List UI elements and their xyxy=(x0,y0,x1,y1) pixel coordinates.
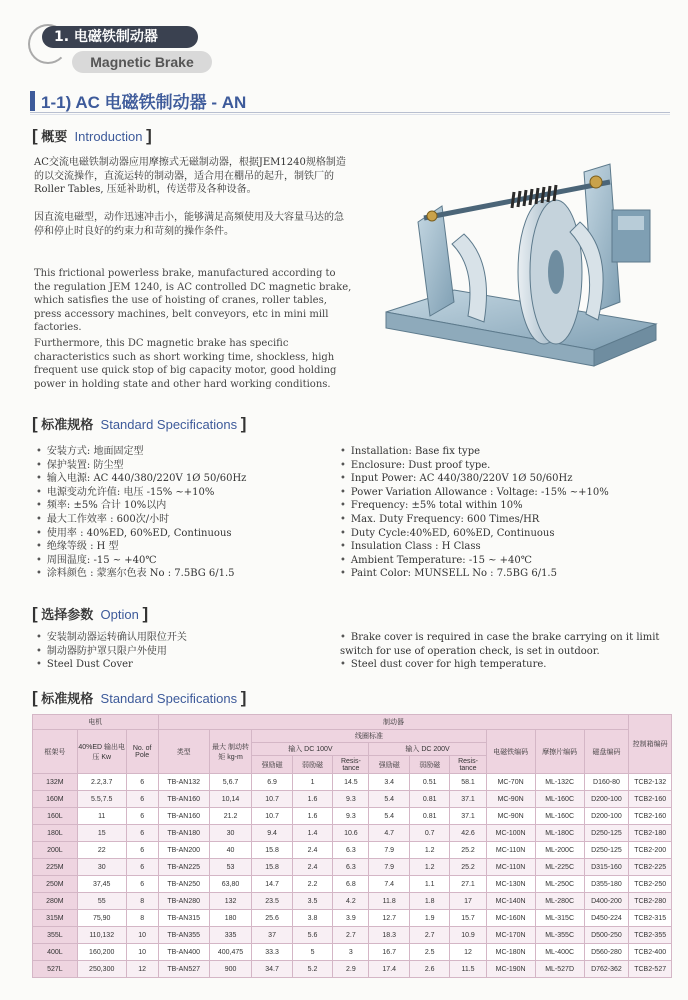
header-dc100: 输入 DC 100V xyxy=(252,743,369,756)
table-cell: 17.4 xyxy=(369,961,409,978)
table-cell: 6 xyxy=(126,791,158,808)
table-cell: 4.2 xyxy=(333,893,369,910)
table-cell: 3.8 xyxy=(292,910,332,927)
magnetic-brake-photo xyxy=(384,152,670,392)
table-cell: TCB2-315 xyxy=(629,910,672,927)
spec-en-item: • Enclosure: Dust proof type. xyxy=(340,459,670,473)
table-cell: 1.1 xyxy=(409,876,449,893)
table-cell: 22 xyxy=(77,842,126,859)
table-cell: 10.7 xyxy=(252,791,292,808)
table-cell: 15 xyxy=(77,825,126,842)
table-cell: 6.9 xyxy=(252,774,292,791)
table-cell: 2.4 xyxy=(292,859,332,876)
table-row xyxy=(33,791,672,808)
table-cell: TCB2-180 xyxy=(629,825,672,842)
table-row xyxy=(33,774,672,791)
table-cell: 5.4 xyxy=(369,808,409,825)
table-cell: 1.6 xyxy=(292,791,332,808)
table-cell: TB-AN132 xyxy=(158,774,209,791)
table-cell: 9.3 xyxy=(333,808,369,825)
table-cell: TB-AN225 xyxy=(158,859,209,876)
table-cell: 6.3 xyxy=(333,859,369,876)
table-cell: 37,45 xyxy=(77,876,126,893)
intro-en-paragraph-1: This frictional powerless brake, manufactured according to the regulation JEM 1240, is AC controlled DC magnetic brake, which satisfies the use of hoisting of cranes, roller tables, press accessory machines, belt conveyors, etc in mini mill factories. xyxy=(34,268,352,333)
table-row xyxy=(33,910,672,927)
table-cell: TCB2-527 xyxy=(629,961,672,978)
table-cell: 37.1 xyxy=(450,791,486,808)
table-cell: 10.7 xyxy=(252,808,292,825)
spec-en-item: • Installation: Base fix type xyxy=(340,445,670,459)
table-cell: MC-170N xyxy=(486,927,535,944)
table-cell: TB-AN250 xyxy=(158,876,209,893)
spec-cn-item: • 电源变动允许值: 电压 -15% ~+10% xyxy=(36,486,336,500)
header-torque: 最大 制动转矩 kg-m xyxy=(209,730,252,774)
table-cell: 1.2 xyxy=(409,842,449,859)
table-cell: 12.7 xyxy=(369,910,409,927)
table-cell: 132 xyxy=(209,893,252,910)
option-cn-item: • Steel Dust Cover xyxy=(36,658,336,672)
table-cell: 21.2 xyxy=(209,808,252,825)
intro-cn-paragraph-2: 因直流电磁型，动作迅速冲击小，能够满足高频使用及大容量马达的急停和停止时良好的约束力和苛刻的操作条件。 xyxy=(34,212,344,237)
table-cell: 17 xyxy=(450,893,486,910)
table-cell: TB-AN400 xyxy=(158,944,209,961)
table-cell: 6 xyxy=(126,808,158,825)
table-cell: 6.3 xyxy=(333,842,369,859)
spec-en-item: • Paint Color: MUNSELL No : 7.5BG 6/1.5 xyxy=(340,567,670,581)
table-cell: 18.3 xyxy=(369,927,409,944)
option-heading: [ 选择参数 Option ] xyxy=(32,604,149,623)
table-cell: 37.1 xyxy=(450,808,486,825)
table-cell: TCB2-160 xyxy=(629,808,672,825)
table-cell: 6 xyxy=(126,825,158,842)
table-row xyxy=(33,961,672,978)
spec-cn-item: • 涂料颜色 : 蒙塞尔色表 No : 7.5BG 6/1.5 xyxy=(36,567,336,581)
table-cell: 27.1 xyxy=(450,876,486,893)
table-cell: 2.5 xyxy=(409,944,449,961)
table-cell: 5 xyxy=(292,944,332,961)
header-resistance-200: Resis-tance xyxy=(450,756,486,774)
header-output: 40%ED 输出电压 Kw xyxy=(77,730,126,774)
table-cell: 11 xyxy=(77,808,126,825)
header-frame: 框架号 xyxy=(33,730,78,774)
table-cell: TCB2-355 xyxy=(629,927,672,944)
table-cell: D762-362 xyxy=(584,961,629,978)
table-cell: 7.9 xyxy=(369,842,409,859)
table-cell: 15.8 xyxy=(252,859,292,876)
table-row xyxy=(33,825,672,842)
table-cell: 11.8 xyxy=(369,893,409,910)
table-cell: 250,300 xyxy=(77,961,126,978)
table-cell: 900 xyxy=(209,961,252,978)
table-cell: 2.6 xyxy=(409,961,449,978)
table-cell: 42.6 xyxy=(450,825,486,842)
spec-en-item: • Power Variation Allowance : Voltage: -15% ~+10% xyxy=(340,486,670,500)
table-cell: 1.4 xyxy=(292,825,332,842)
spec-cn-item: • 安装方式: 地面固定型 xyxy=(36,445,336,459)
table-cell: 225M xyxy=(33,859,78,876)
table-cell: 3 xyxy=(333,944,369,961)
table-cell: 12 xyxy=(450,944,486,961)
table-cell: 5.6 xyxy=(292,927,332,944)
table-cell: MC-190N xyxy=(486,961,535,978)
table-cell: 527L xyxy=(33,961,78,978)
table-cell: 250M xyxy=(33,876,78,893)
spec-en-item: • Ambient Temperature: -15 ~ +40℃ xyxy=(340,554,670,568)
table-cell: 5.5,7.5 xyxy=(77,791,126,808)
table-cell: 8 xyxy=(126,893,158,910)
table-cell: MC-110N xyxy=(486,842,535,859)
spec-list-en xyxy=(340,445,670,581)
table-cell: 2.7 xyxy=(409,927,449,944)
table-cell: 12 xyxy=(126,961,158,978)
table-cell: 1.8 xyxy=(409,893,449,910)
chapter-title-cn: 1. 电磁铁制动器 xyxy=(42,26,198,48)
table-cell: D250-125 xyxy=(584,825,629,842)
table-cell: 25.2 xyxy=(450,842,486,859)
table-cell: 0.81 xyxy=(409,808,449,825)
header-brake: 制动器 xyxy=(158,715,629,730)
table-cell: 75,90 xyxy=(77,910,126,927)
option-cn-item: • 制动器防护罩只限户外使用 xyxy=(36,645,336,659)
table-cell: TB-AN200 xyxy=(158,842,209,859)
spec-en-item: • Frequency: ±5% total within 10% xyxy=(340,499,670,513)
table-cell: 355L xyxy=(33,927,78,944)
section-marker xyxy=(30,91,35,111)
header-strong-100: 强励磁 xyxy=(252,756,292,774)
table-cell: D160-80 xyxy=(584,774,629,791)
table-cell: 200L xyxy=(33,842,78,859)
table-cell: MC-110N xyxy=(486,859,535,876)
table-cell: 37 xyxy=(252,927,292,944)
table-cell: 8 xyxy=(126,910,158,927)
table-cell: 63,80 xyxy=(209,876,252,893)
option-cn-item: • 安装制动器运转确认用限位开关 xyxy=(36,631,336,645)
header-dc200: 输入 DC 200V xyxy=(369,743,486,756)
table-cell: 6 xyxy=(126,876,158,893)
section-divider-shadow xyxy=(30,114,670,115)
table-cell: MC-130N xyxy=(486,876,535,893)
spec-en-item: • Insulation Class : H Class xyxy=(340,540,670,554)
table-cell: 0.7 xyxy=(409,825,449,842)
table-cell: 160,200 xyxy=(77,944,126,961)
table-cell: 0.81 xyxy=(409,791,449,808)
table-cell: 1.6 xyxy=(292,808,332,825)
spec-cn-item: • 周围温度: -15 ~ +40℃ xyxy=(36,554,336,568)
table-cell: 10.9 xyxy=(450,927,486,944)
table-cell: 180 xyxy=(209,910,252,927)
header-strong-200: 强励磁 xyxy=(369,756,409,774)
table-cell: 2.9 xyxy=(333,961,369,978)
table-cell: 6.8 xyxy=(333,876,369,893)
option-en-item: • Brake cover is required in case the brake carrying on it limit switch for use of operation check, is set in outdoor. xyxy=(340,631,670,658)
table-cell: 1.2 xyxy=(409,859,449,876)
header-lining-code: 摩擦片编码 xyxy=(535,730,584,774)
table-cell: ML-400C xyxy=(535,944,584,961)
header-magnet-code: 电磁铁编码 xyxy=(486,730,535,774)
header-weak-100: 弱励磁 xyxy=(292,756,332,774)
spec-en-item: • Max. Duty Frequency: 600 Times/HR xyxy=(340,513,670,527)
table-cell: 34.7 xyxy=(252,961,292,978)
table-cell: 160M xyxy=(33,791,78,808)
table-cell: MC-90N xyxy=(486,808,535,825)
spec-cn-item: • 绝缘等级 : H 型 xyxy=(36,540,336,554)
table-cell: TCB2-200 xyxy=(629,842,672,859)
spec-cn-item: • 频率: ±5% 合计 10%以内 xyxy=(36,499,336,513)
table-cell: D450-224 xyxy=(584,910,629,927)
table-cell: ML-250C xyxy=(535,876,584,893)
table-cell: ML-180C xyxy=(535,825,584,842)
table-cell: 1 xyxy=(292,774,332,791)
table-cell: TB-AN527 xyxy=(158,961,209,978)
table-cell: MC-180N xyxy=(486,944,535,961)
table-cell: MC-70N xyxy=(486,774,535,791)
table-cell: TB-AN160 xyxy=(158,791,209,808)
table-cell: TCB2-132 xyxy=(629,774,672,791)
table-cell: 7.4 xyxy=(369,876,409,893)
table-cell: ML-280C xyxy=(535,893,584,910)
spec-cn-item: • 保护装置: 防尘型 xyxy=(36,459,336,473)
spec-cn-item: • 输入电源: AC 440/380/220V 1Ø 50/60Hz xyxy=(36,472,336,486)
table-cell: ML-225C xyxy=(535,859,584,876)
table-cell: 335 xyxy=(209,927,252,944)
intro-cn-paragraph-1: AC交流电磁铁制动器应用摩擦式无磁制动器，根据JEM1240规格制造的以交流操作，直流运转的制动器，适合用在棚吊的起升，制铁厂的Roller Tables, 压延补助机，传送带及各种设备。 xyxy=(34,157,346,195)
table-cell: D400-200 xyxy=(584,893,629,910)
table-body xyxy=(33,774,672,978)
table-cell: 7.9 xyxy=(369,859,409,876)
table-cell: 132M xyxy=(33,774,78,791)
table-cell: D560-280 xyxy=(584,944,629,961)
table-cell: 2.2 xyxy=(292,876,332,893)
table-cell: 400,475 xyxy=(209,944,252,961)
table-cell: 30 xyxy=(209,825,252,842)
spec-cn-item: • 最大工作效率 : 600次/小时 xyxy=(36,513,336,527)
table-cell: ML-160C xyxy=(535,808,584,825)
table-cell: 40 xyxy=(209,842,252,859)
table-cell: 14.7 xyxy=(252,876,292,893)
table-cell: TCB2-280 xyxy=(629,893,672,910)
table-cell: D355-180 xyxy=(584,876,629,893)
header-resistance-100: Resis-tance xyxy=(333,756,369,774)
table-cell: 400L xyxy=(33,944,78,961)
spec-en-item: • Input Power: AC 440/380/220V 1Ø 50/60Hz xyxy=(340,472,670,486)
table-cell: 5,6.7 xyxy=(209,774,252,791)
table-row xyxy=(33,859,672,876)
chapter-header xyxy=(20,14,198,68)
section-title-text: 1-1) AC 电磁铁制动器 - AN xyxy=(41,93,247,112)
table-cell: 5.4 xyxy=(369,791,409,808)
table-cell: 55 xyxy=(77,893,126,910)
table-cell: 25.2 xyxy=(450,859,486,876)
spec-list-cn xyxy=(36,445,336,581)
table-row xyxy=(33,944,672,961)
spec-table xyxy=(32,714,672,978)
section-divider xyxy=(30,112,670,113)
option-list-en xyxy=(340,631,670,672)
table-cell: TB-AN180 xyxy=(158,825,209,842)
table-cell: 4.7 xyxy=(369,825,409,842)
table-cell: 315M xyxy=(33,910,78,927)
table-cell: MC-140N xyxy=(486,893,535,910)
table-cell: D500-250 xyxy=(584,927,629,944)
table-cell: TCB2-160 xyxy=(629,791,672,808)
table-cell: 16.7 xyxy=(369,944,409,961)
table-cell: MC-100N xyxy=(486,825,535,842)
table-cell: 6 xyxy=(126,859,158,876)
table-cell: 280M xyxy=(33,893,78,910)
table-cell: TCB2-400 xyxy=(629,944,672,961)
introduction-heading: [ 概要 Introduction ] xyxy=(32,126,152,145)
table-cell: 5.2 xyxy=(292,961,332,978)
table-cell: 10,14 xyxy=(209,791,252,808)
table-cell: 33.3 xyxy=(252,944,292,961)
table-cell: 23.5 xyxy=(252,893,292,910)
table-cell: D250-125 xyxy=(584,842,629,859)
header-coil-standard: 线圈标准 xyxy=(252,730,486,743)
table-cell: TB-AN315 xyxy=(158,910,209,927)
option-list-cn xyxy=(36,631,336,672)
table-cell: TB-AN280 xyxy=(158,893,209,910)
table-cell: ML-527D xyxy=(535,961,584,978)
table-cell: 0.51 xyxy=(409,774,449,791)
table-cell: 10.6 xyxy=(333,825,369,842)
table-cell: ML-200C xyxy=(535,842,584,859)
table-cell: 3.9 xyxy=(333,910,369,927)
table-cell: ML-355C xyxy=(535,927,584,944)
header-motor: 电机 xyxy=(33,715,159,730)
table-cell: 10 xyxy=(126,944,158,961)
table-cell: ML-160C xyxy=(535,791,584,808)
header-type: 类型 xyxy=(158,730,209,774)
table-cell: 180L xyxy=(33,825,78,842)
table-cell: 160L xyxy=(33,808,78,825)
table-cell: D315-160 xyxy=(584,859,629,876)
table-cell: ML-132C xyxy=(535,774,584,791)
table-cell: 9.4 xyxy=(252,825,292,842)
table-row xyxy=(33,842,672,859)
spec-cn-item: • 使用率 : 40%ED, 60%ED, Continuous xyxy=(36,527,336,541)
table-cell: MC-90N xyxy=(486,791,535,808)
table-row xyxy=(33,808,672,825)
table-cell: D200-100 xyxy=(584,791,629,808)
table-row xyxy=(33,876,672,893)
table-heading: [ 标准规格 Standard Specifications ] xyxy=(32,688,247,707)
table-cell: 11.5 xyxy=(450,961,486,978)
table-cell: TB-AN160 xyxy=(158,808,209,825)
table-cell: 110,132 xyxy=(77,927,126,944)
specifications-heading: [ 标准规格 Standard Specifications ] xyxy=(32,414,247,433)
header-disk-code: 磁盘编码 xyxy=(584,730,629,774)
option-en-item: • Steel dust cover for high temperature. xyxy=(340,658,670,672)
table-row xyxy=(33,927,672,944)
table-cell: TCB2-225 xyxy=(629,859,672,876)
table-cell: 2.4 xyxy=(292,842,332,859)
table-cell: 6 xyxy=(126,774,158,791)
table-cell: 6 xyxy=(126,842,158,859)
section-title xyxy=(30,88,246,113)
table-cell: 15.7 xyxy=(450,910,486,927)
header-weak-200: 弱励磁 xyxy=(409,756,449,774)
table-cell: 58.1 xyxy=(450,774,486,791)
chapter-title-en: Magnetic Brake xyxy=(72,51,212,73)
table-cell: 1.9 xyxy=(409,910,449,927)
table-cell: 2.2,3.7 xyxy=(77,774,126,791)
table-cell: 2.7 xyxy=(333,927,369,944)
table-cell: D200-100 xyxy=(584,808,629,825)
spec-en-item: • Duty Cycle:40%ED, 60%ED, Continuous xyxy=(340,527,670,541)
table-cell: 53 xyxy=(209,859,252,876)
table-cell: TB-AN355 xyxy=(158,927,209,944)
table-cell: 30 xyxy=(77,859,126,876)
table-cell: 9.3 xyxy=(333,791,369,808)
table-cell: 10 xyxy=(126,927,158,944)
table-cell: ML-315C xyxy=(535,910,584,927)
table-cell: 25.6 xyxy=(252,910,292,927)
intro-en-paragraph-2: Furthermore, this DC magnetic brake has specific characteristics such as short working time, shockless, high frequent use quick stop of big capacity motor, good holding power in holding state and other hard working conditions. xyxy=(34,338,337,390)
table-cell: 3.5 xyxy=(292,893,332,910)
table-cell: 14.5 xyxy=(333,774,369,791)
table-cell: 3.4 xyxy=(369,774,409,791)
table-cell: TCB2-250 xyxy=(629,876,672,893)
header-control-box: 控制箱编码 xyxy=(629,715,672,774)
table-cell: 15.8 xyxy=(252,842,292,859)
table-cell: MC-160N xyxy=(486,910,535,927)
header-pole: No. of Pole xyxy=(126,730,158,774)
table-row xyxy=(33,893,672,910)
